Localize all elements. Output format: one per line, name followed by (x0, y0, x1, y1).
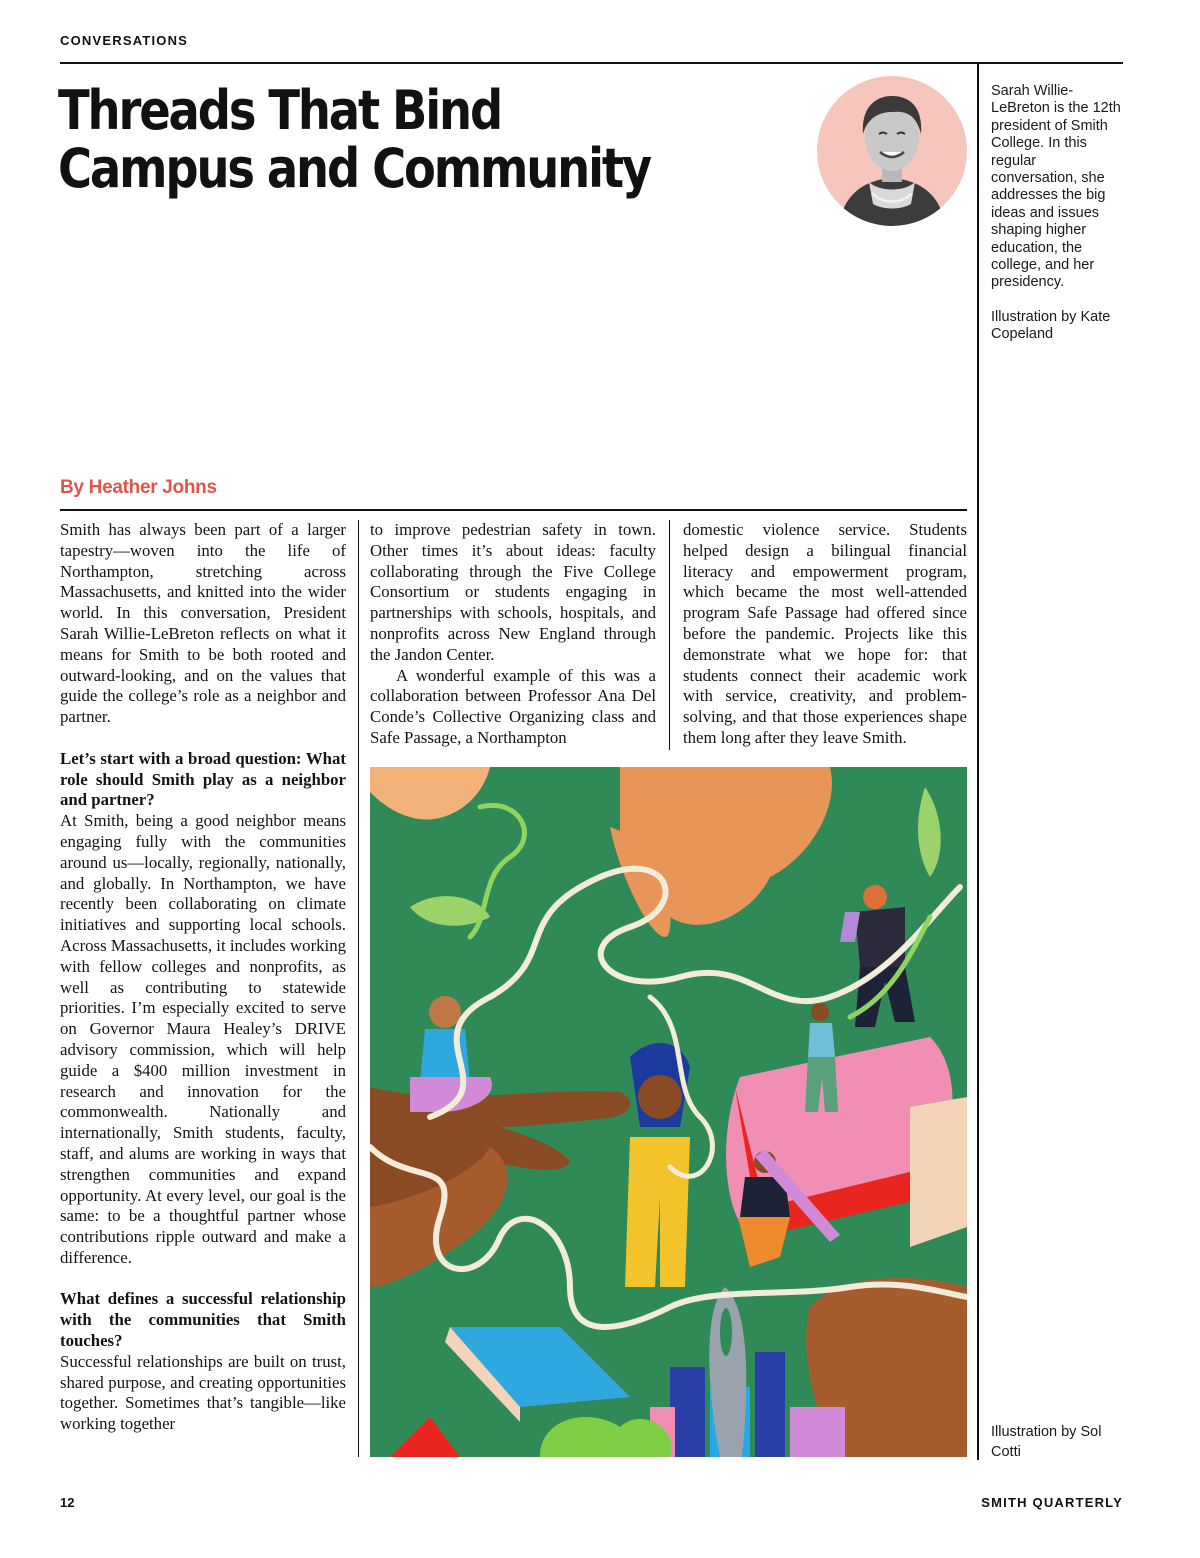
question-1: Let’s start with a broad question: What role should Smith play as a neighbor and partner? (60, 748, 346, 810)
byline-rule (60, 509, 967, 511)
threads-illustration (370, 767, 967, 1457)
art-credit: Illustration by Sol Cotti (991, 1424, 1102, 1460)
portrait-illustration (817, 76, 967, 226)
answer-3-start: A wonderful example of this was a collaboration between Professor Ana Del Conde’s Collective Organizing class and Safe Passage, a Northampton (370, 665, 656, 747)
article-column-1 (60, 520, 346, 1435)
feature-illustration (370, 767, 967, 1457)
section-label: CONVERSATIONS (60, 33, 189, 48)
answer-2-start: Successful relationships are built on trust, shared purpose, and creating opportunities together. Sometimes that’s tangible—like working together (60, 1351, 346, 1434)
page-title (58, 79, 651, 200)
sidebar-bio: Sarah Willie-LeBreton is the 12th president of Smith College. In this regular conversation, she addresses the big ideas and issues shaping higher education, the college, and her presidency. (991, 83, 1121, 291)
publication-name: SMITH QUARTERLY (981, 1495, 1123, 1510)
title-line-2: Campus and Community (58, 137, 651, 200)
column-divider-2 (669, 520, 670, 750)
author-portrait (817, 76, 967, 226)
answer-1: At Smith, being a good neighbor means engaging fully with the communities around us—locally, regionally, nationally, and globally. In Northampton, we have recently been collaborating on climate initiatives and supporting local schools. Across Massachusetts, it includes working with fellow colleges and nonprofits, as well as contributing to statewide priorities. I’m especially excited to serve on Governor Maura Healey’s DRIVE advisory commission, which will help guide a $400 million investment in research and innovation for the commonwealth. Nationally and internationally, Smith students, faculty, staff, and alums are working in ways that strengthen communities and expand opportunity. At every level, our goal is the same: to be a thoughtful partner whose contributions ripple outward and make a difference. (60, 811, 346, 1267)
page-number: 12 (60, 1495, 75, 1510)
answer-2-continued: to improve pedestrian safety in town. Other times it’s about ideas: faculty collaborating through the Five College Consortium or students engaging in partnerships with schools, hospitals, and nonprofits across New England through the Jandon Center. (370, 520, 656, 664)
article-column-3 (683, 520, 967, 749)
byline: By Heather Johns (60, 477, 217, 498)
column-divider-1 (358, 520, 359, 1457)
article-column-2 (370, 520, 656, 749)
answer-3-continued: domestic violence service. Students helped design a bilingual financial literacy and empowerment program, which became the most well-attended program Safe Passage had offered since before the pandemic. Projects like this demonstrate what we hope for: that students connect their academic work with service, creativity, and problem-solving, and that those experiences shape them long after they leave Smith. (683, 520, 967, 747)
portrait-credit: Illustration by Kate Copeland (991, 308, 1111, 343)
article-intro: Smith has always been part of a larger tapestry—woven into the life of Northampton, stretching across Massachusetts, and knitted into the wider world. In this conversation, President Sarah Willie-LeBreton reflects on what it means for Smith to be both rooted and outward-looking, and on the values that guide the college’s role as a neighbor and partner. (60, 520, 346, 727)
sidebar-divider (977, 64, 979, 1460)
title-line-1: Threads That Bind (58, 79, 502, 142)
question-2: What defines a successful relationship with the communities that Smith touches? (60, 1289, 346, 1351)
sidebar (991, 83, 1123, 361)
top-rule (60, 62, 1123, 64)
